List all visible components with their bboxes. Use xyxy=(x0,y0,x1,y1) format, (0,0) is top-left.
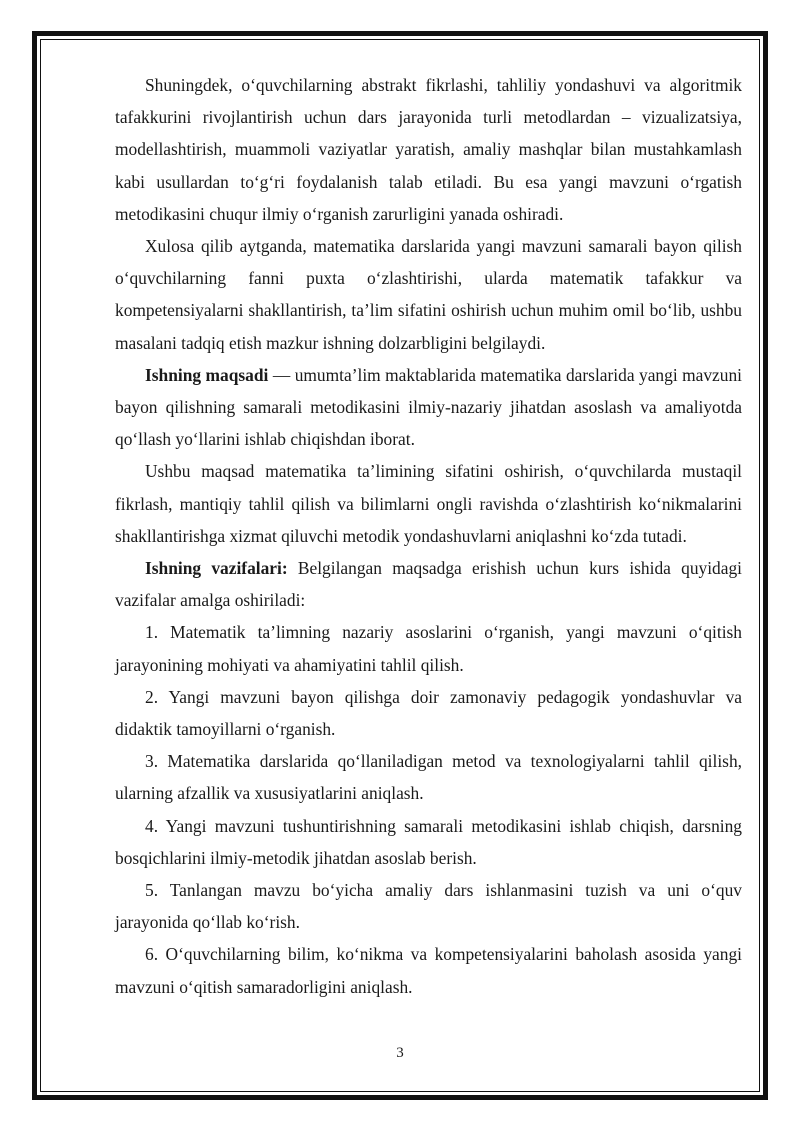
paragraph-conclusion: Xulosa qilib aytganda, matematika darslarida yangi mavzuni samarali bayon qilish o‘quvchilarning fanni puxta o‘zlashtirishi, ularda matematik tafakkur va kompetensiyalarni shakllantirish, ta’lim sifatini oshirish uchun muhim omil bo‘lib, ushbu masalani tadqiq etish mazkur ishning dolzarbligini belgilaydi. xyxy=(115,236,742,353)
goal-heading: Ishning maqsadi xyxy=(145,364,269,385)
paragraph-goal: Ishning maqsadi — umumta’lim maktablarida matematika darslarida yangi mavzuni bayon qilishning samarali metodikasini ilmiy-nazariy jihatdan asoslash va amaliyotda qo‘llash yo‘llarini ishlab chiqishdan iborat. xyxy=(115,364,742,450)
tasks-heading: Ishning vazifalari: xyxy=(145,558,288,579)
document-body xyxy=(115,69,742,1003)
task-item-3: 3. Matematika darslarida qo‘llaniladigan metod va texnologiyalarni tahlil qilish, ularning afzallik va xususiyatlarini aniqlash. xyxy=(115,751,742,804)
task-item-5: 5. Tanlangan mavzu bo‘yicha amaliy dars ishlanmasini tuzish va uni o‘quv jarayonida qo‘llab ko‘rish. xyxy=(115,880,742,933)
paragraph-goal-detail: Ushbu maqsad matematika ta’limining sifatini oshirish, o‘quvchilarda mustaqil fikrlash, mantiqiy tahlil qilish va bilimlarni ongli ravishda o‘zlashtirish ko‘nikmalarini shakllantirishga xizmat qiluvchi metodik yondashuvlarni aniqlashni ko‘zda tutadi. xyxy=(115,461,742,546)
page-number: 3 xyxy=(396,1045,404,1061)
task-item-4: 4. Yangi mavzuni tushuntirishning samarali metodikasini ishlab chiqish, darsning bosqichlarini ilmiy-metodik jihatdan asoslab berish. xyxy=(115,815,742,868)
task-item-2: 2. Yangi mavzuni bayon qilishga doir zamonaviy pedagogik yondashuvlar va didaktik tamoyillarni o‘rganish. xyxy=(115,686,742,740)
paragraph-tasks: Ishning vazifalari: Belgilangan maqsadga erishish uchun kurs ishida quyidagi vazifalar amalga oshiriladi: xyxy=(115,558,742,611)
paragraph-intro: Shuningdek, o‘quvchilarning abstrakt fikrlashi, tahliliy yondashuvi va algoritmik tafakkurini rivojlantirish uchun dars jarayonida turli metodlardan – vizualizatsiya, modellashtirish, muammoli vaziyatlar yaratish, amaliy mashqlar bilan mustahkamlash kabi usullardan to‘g‘ri foydalanish talab etiladi. Bu esa yangi mavzuni o‘rgatish metodikasini chuqur ilmiy o‘rganish zarurligini yanada oshiradi. xyxy=(115,75,742,224)
task-item-1: 1. Matematik ta’limning nazariy asoslarini o‘rganish, yangi mavzuni o‘qitish jarayonining mohiyati va ahamiyatini tahlil qilish. xyxy=(115,622,742,675)
task-item-6: 6. O‘quvchilarning bilim, ko‘nikma va kompetensiyalarini baholash asosida yangi mavzuni o‘qitish samaradorligini aniqlash. xyxy=(115,944,742,997)
